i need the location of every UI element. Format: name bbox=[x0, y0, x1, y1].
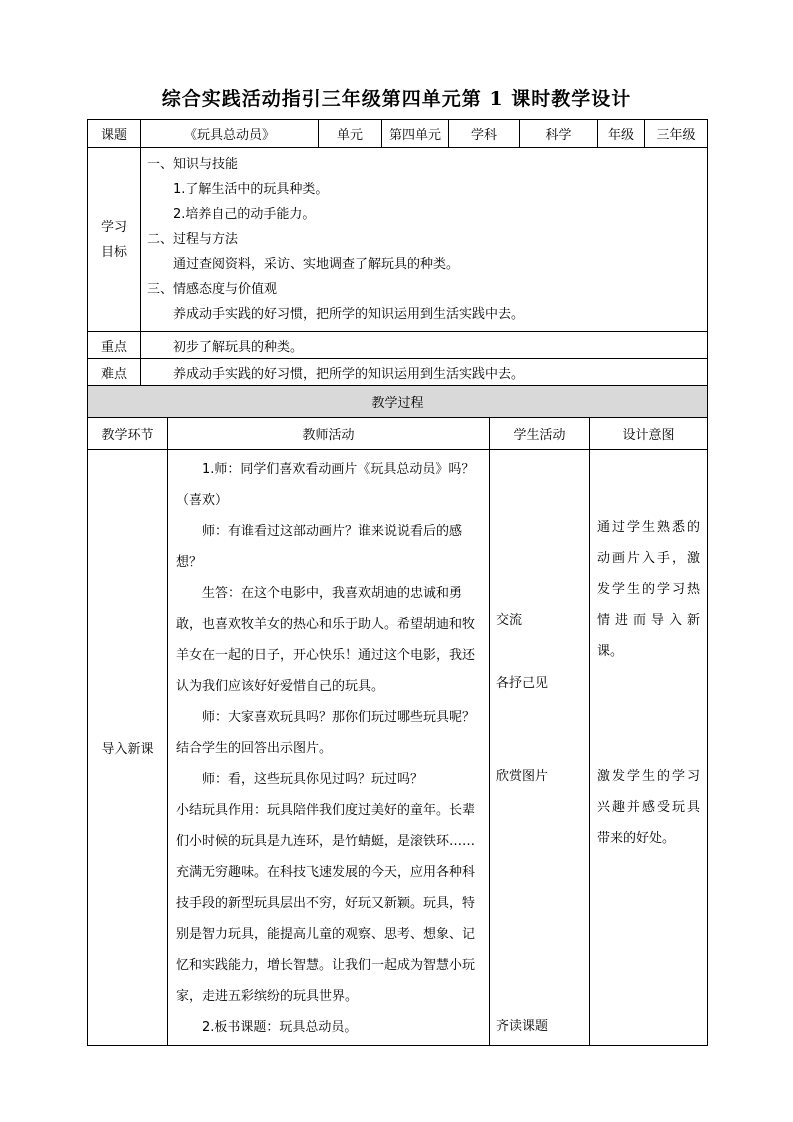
objectives-label bbox=[88, 148, 141, 332]
objective-item: 通过查阅资料，采访、实地调查了解玩具的种类。 bbox=[173, 257, 460, 272]
objectives-label-line2: 目标 bbox=[100, 244, 127, 260]
teacher-paragraph: 2.板书课题：玩具总动员。 bbox=[202, 1020, 358, 1035]
subject-value: 科学 bbox=[520, 120, 598, 148]
design-intent-cell bbox=[590, 450, 708, 1046]
objective-section-1-title: 一、知识与技能 bbox=[147, 157, 239, 172]
lesson-label: 课题 bbox=[88, 120, 141, 148]
objectives-content bbox=[141, 148, 708, 332]
teacher-paragraph: 1.师：同学们喜欢看动画片《玩具总动员》吗？（喜欢） bbox=[176, 462, 475, 508]
design-intent: 激发学生的学习兴趣并感受玩具带来的好处。 bbox=[597, 769, 701, 846]
lesson-info-table bbox=[87, 119, 708, 387]
teacher-paragraph: 师：有谁看过这部动画片？谁来说说看后的感想？ bbox=[176, 524, 463, 570]
teacher-paragraph: 师：大家喜欢玩具吗？那你们玩过哪些玩具呢？结合学生的回答出示图片。 bbox=[176, 710, 476, 756]
column-header-student: 学生活动 bbox=[490, 418, 590, 450]
unit-value: 第四单元 bbox=[382, 120, 449, 148]
process-title: 教学过程 bbox=[88, 386, 708, 418]
stage-cell: 导入新课 bbox=[88, 450, 168, 1046]
student-activity: 欣赏图片 bbox=[496, 769, 549, 784]
difficult-point-label: 难点 bbox=[88, 359, 141, 387]
unit-label: 单元 bbox=[319, 120, 382, 148]
design-intent: 通过学生熟悉的动画片入手，激发学生的学习热情进而导入新课。 bbox=[597, 520, 701, 659]
objective-item: 2.培养自己的动手能力。 bbox=[173, 207, 316, 222]
difficult-point-text: 养成动手实践的好习惯，把所学的知识运用到生活实践中去。 bbox=[141, 359, 708, 387]
teacher-paragraph: 小结玩具作用：玩具陪伴我们度过美好的童年。长辈们小时候的玩具是九连环，是竹蜻蜓，是滚铁环……充满无穷趣味。在科技飞速发展的今天，应用各种科技手段的新型玩具层出不穷，好玩又新颖。玩具，特别是智力玩具，能提高儿童的观察、思考、想象、记忆和实践能力，增长智慧。让我们一起成为智慧小玩家，走进五彩缤纷的玩具世界。 bbox=[176, 803, 476, 1004]
subject-label: 学科 bbox=[449, 120, 520, 148]
teaching-process-table bbox=[87, 385, 708, 1046]
objective-section-3-title: 三、情感态度与价值观 bbox=[147, 282, 278, 297]
teacher-paragraph: 师：看，这些玩具你见过吗？玩过吗？ bbox=[202, 772, 424, 787]
column-header-design: 设计意图 bbox=[590, 418, 708, 450]
grade-label: 年级 bbox=[598, 120, 645, 148]
grade-value: 三年级 bbox=[645, 120, 708, 148]
key-point-text: 初步了解玩具的种类。 bbox=[141, 332, 708, 359]
teacher-paragraph: 生答：在这个电影中，我喜欢胡迪的忠诚和勇敢，也喜欢牧羊女的热心和乐于助人。希望胡迪和牧羊女在一起的日子，开心快乐！通过这个电影，我还认为我们应该好好爱惜自己的玩具。 bbox=[176, 586, 476, 694]
objectives-label-line1: 学习 bbox=[100, 219, 127, 235]
teacher-activity-cell bbox=[168, 450, 490, 1046]
student-activity: 交流 bbox=[496, 613, 523, 628]
objective-item: 1.了解生活中的玩具种类。 bbox=[173, 182, 329, 197]
objective-section-2-title: 二、过程与方法 bbox=[147, 232, 239, 247]
column-header-teacher: 教师活动 bbox=[168, 418, 490, 450]
student-activity-cell bbox=[490, 450, 590, 1046]
student-activity: 各抒己见 bbox=[496, 676, 549, 691]
page-title: 综合实践活动指引三年级第四单元第 1 课时教学设计 bbox=[161, 88, 632, 110]
objective-item: 养成动手实践的好习惯，把所学的知识运用到生活实践中去。 bbox=[173, 307, 525, 322]
lesson-value: 《玩具总动员》 bbox=[141, 120, 319, 148]
student-activity: 齐读课题 bbox=[496, 1019, 549, 1034]
column-header-stage: 教学环节 bbox=[88, 418, 168, 450]
key-point-label: 重点 bbox=[88, 332, 141, 359]
